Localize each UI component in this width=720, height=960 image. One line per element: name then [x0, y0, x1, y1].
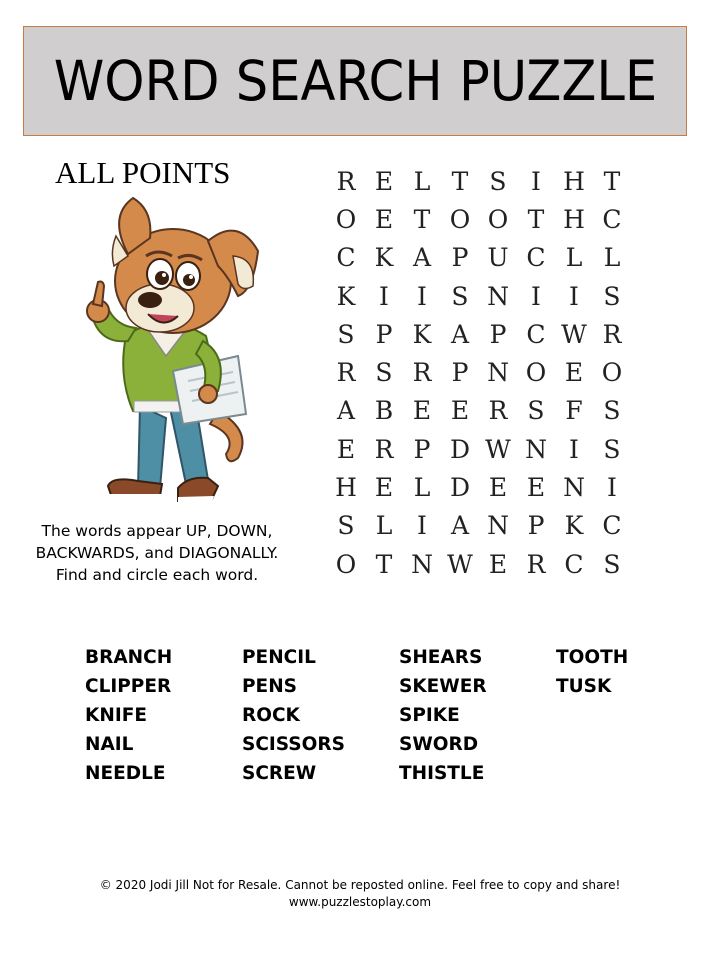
- grid-letter[interactable]: R: [526, 549, 546, 579]
- instructions: [22, 520, 292, 586]
- grid-letter[interactable]: N: [563, 473, 585, 503]
- grid-letter[interactable]: C: [564, 549, 584, 579]
- grid-letter[interactable]: S: [603, 434, 621, 464]
- grid-letter[interactable]: W: [447, 549, 473, 579]
- grid-letter[interactable]: L: [603, 243, 621, 273]
- grid-letter[interactable]: A: [336, 396, 356, 426]
- grid-letter[interactable]: L: [565, 243, 583, 273]
- grid-letter[interactable]: P: [527, 511, 545, 541]
- word-item: NAIL: [85, 734, 134, 755]
- grid-letter[interactable]: L: [413, 166, 431, 196]
- grid-letter[interactable]: H: [563, 204, 585, 234]
- grid-letter[interactable]: I: [531, 166, 541, 196]
- word-item: SKEWER: [399, 676, 487, 697]
- grid-letter[interactable]: E: [488, 549, 508, 579]
- grid-letter[interactable]: E: [564, 358, 584, 388]
- grid-letter[interactable]: S: [337, 319, 355, 349]
- instructions-line: Find and circle each word.: [55, 566, 259, 584]
- word-item: SCREW: [242, 763, 317, 784]
- grid-letter[interactable]: T: [603, 166, 621, 196]
- website-link: www.puzzlestoplay.com: [288, 895, 432, 909]
- grid-letter[interactable]: P: [489, 319, 507, 349]
- grid-letter[interactable]: S: [603, 549, 621, 579]
- grid-letter[interactable]: R: [412, 358, 432, 388]
- word-column: [85, 643, 242, 788]
- grid-letter[interactable]: S: [451, 281, 469, 311]
- grid-letter[interactable]: E: [336, 434, 356, 464]
- grid-letter[interactable]: O: [601, 358, 623, 388]
- page-title: WORD SEARCH PUZZLE: [53, 49, 657, 113]
- grid-letter[interactable]: S: [489, 166, 507, 196]
- grid-letter[interactable]: S: [603, 396, 621, 426]
- grid-letter[interactable]: P: [375, 319, 393, 349]
- grid-letter[interactable]: I: [417, 281, 427, 311]
- grid-letter[interactable]: O: [335, 549, 357, 579]
- grid-letter[interactable]: I: [569, 281, 579, 311]
- instructions-line: The words appear UP, DOWN,: [41, 522, 273, 540]
- grid-letter[interactable]: H: [563, 166, 585, 196]
- grid-letter[interactable]: W: [561, 319, 587, 349]
- word-item: PENCIL: [242, 647, 316, 668]
- word-item: TUSK: [556, 676, 612, 697]
- grid-letter[interactable]: I: [569, 434, 579, 464]
- grid-letter[interactable]: E: [488, 473, 508, 503]
- grid-letter[interactable]: T: [527, 204, 545, 234]
- grid-letter[interactable]: F: [565, 396, 583, 426]
- grid-letter[interactable]: I: [379, 281, 389, 311]
- grid-letter[interactable]: E: [450, 396, 470, 426]
- grid-letter[interactable]: N: [487, 281, 509, 311]
- grid-letter[interactable]: U: [487, 243, 509, 273]
- grid-letter[interactable]: T: [375, 549, 393, 579]
- word-column: [242, 643, 399, 788]
- grid-letter[interactable]: E: [374, 204, 394, 234]
- grid-letter[interactable]: R: [374, 434, 394, 464]
- word-column: [556, 643, 713, 788]
- grid-letter[interactable]: R: [336, 358, 356, 388]
- word-item: ROCK: [242, 705, 300, 726]
- grid-letter[interactable]: C: [526, 243, 546, 273]
- grid-letter[interactable]: O: [487, 204, 509, 234]
- word-item: SPIKE: [399, 705, 460, 726]
- word-item: PENS: [242, 676, 298, 697]
- grid-letter[interactable]: S: [375, 358, 393, 388]
- grid-letter[interactable]: C: [602, 511, 622, 541]
- grid-letter[interactable]: C: [336, 243, 356, 273]
- grid-letter[interactable]: D: [449, 434, 471, 464]
- word-item: SWORD: [399, 734, 479, 755]
- grid-letter[interactable]: S: [527, 396, 545, 426]
- word-item: NEEDLE: [85, 763, 166, 784]
- grid-letter[interactable]: K: [412, 319, 432, 349]
- grid-letter[interactable]: I: [607, 473, 617, 503]
- grid-letter[interactable]: E: [412, 396, 432, 426]
- instructions-line: BACKWARDS, and DIAGONALLY.: [35, 544, 279, 562]
- grid-letter[interactable]: H: [335, 473, 357, 503]
- grid-letter[interactable]: K: [564, 511, 584, 541]
- grid-letter[interactable]: P: [413, 434, 431, 464]
- grid-letter[interactable]: O: [449, 204, 471, 234]
- grid-letter[interactable]: S: [603, 281, 621, 311]
- grid-letter[interactable]: D: [449, 473, 471, 503]
- footer: [0, 877, 720, 911]
- grid-letter[interactable]: P: [451, 358, 469, 388]
- grid-letter[interactable]: E: [374, 473, 394, 503]
- grid-letter[interactable]: N: [525, 434, 547, 464]
- grid-letter[interactable]: I: [531, 281, 541, 311]
- grid-letter[interactable]: T: [451, 166, 469, 196]
- dog-mascot-illustration: [78, 196, 263, 516]
- grid-letter[interactable]: W: [485, 434, 511, 464]
- puzzle-subtitle: ALL POINTS: [55, 155, 231, 190]
- word-item: THISTLE: [399, 763, 485, 784]
- grid-letter[interactable]: K: [374, 243, 394, 273]
- grid-letter[interactable]: L: [413, 473, 431, 503]
- word-item: CLIPPER: [85, 676, 172, 697]
- title-banner: [23, 26, 687, 136]
- letter-grid[interactable]: [327, 162, 631, 583]
- grid-letter[interactable]: N: [411, 549, 433, 579]
- word-item: TOOTH: [556, 647, 629, 668]
- grid-letter[interactable]: O: [335, 204, 357, 234]
- grid-letter[interactable]: L: [375, 511, 393, 541]
- grid-letter[interactable]: A: [412, 243, 432, 273]
- word-item: SCISSORS: [242, 734, 345, 755]
- grid-letter[interactable]: A: [450, 319, 470, 349]
- word-item: KNIFE: [85, 705, 147, 726]
- grid-letter[interactable]: C: [526, 319, 546, 349]
- grid-letter[interactable]: R: [602, 319, 622, 349]
- grid-letter[interactable]: S: [337, 511, 355, 541]
- grid-letter[interactable]: O: [525, 358, 547, 388]
- grid-letter[interactable]: R: [488, 396, 508, 426]
- copyright-notice: © 2020 Jodi Jill Not for Resale. Cannot be reposted online. Feel free to copy and share!: [99, 878, 621, 892]
- grid-letter[interactable]: K: [336, 281, 356, 311]
- word-item: BRANCH: [85, 647, 173, 668]
- grid-letter[interactable]: T: [413, 204, 431, 234]
- grid-letter[interactable]: N: [487, 511, 509, 541]
- grid-letter[interactable]: P: [451, 243, 469, 273]
- grid-letter[interactable]: B: [374, 396, 394, 426]
- grid-letter[interactable]: N: [487, 358, 509, 388]
- grid-letter[interactable]: R: [336, 166, 356, 196]
- grid-letter[interactable]: A: [450, 511, 470, 541]
- grid-letter[interactable]: I: [417, 511, 427, 541]
- word-item: SHEARS: [399, 647, 483, 668]
- word-column: [399, 643, 556, 788]
- word-list: [85, 643, 705, 788]
- grid-letter[interactable]: C: [602, 204, 622, 234]
- grid-letter[interactable]: E: [526, 473, 546, 503]
- grid-letter[interactable]: E: [374, 166, 394, 196]
